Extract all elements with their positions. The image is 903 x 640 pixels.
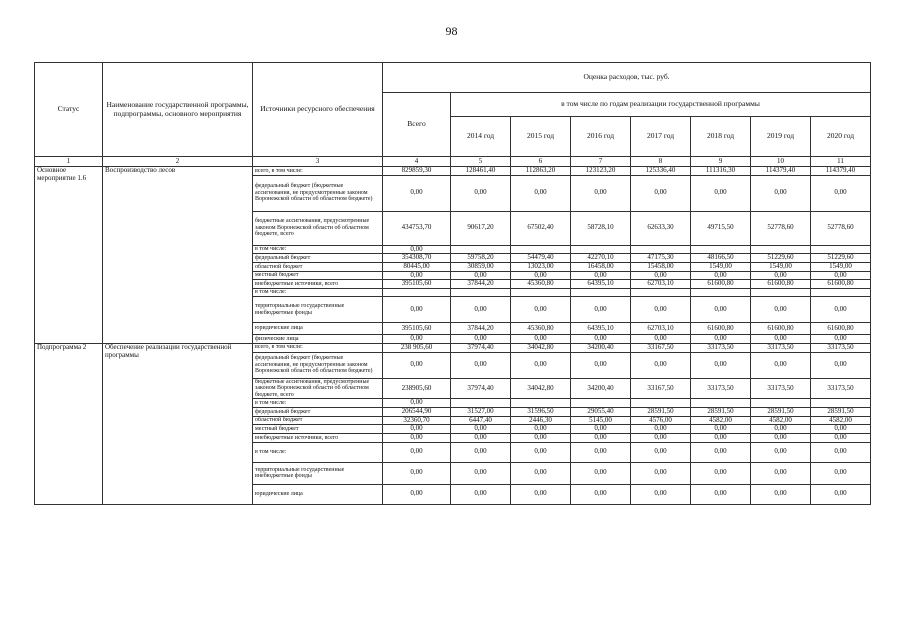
year-value-cell: 0,00 [451, 442, 511, 462]
year-value-cell [511, 289, 571, 297]
column-number: 7 [571, 157, 631, 167]
year-value-cell: 0,00 [571, 442, 631, 462]
year-value-cell: 0,00 [631, 484, 691, 504]
year-value-cell: 0,00 [571, 434, 631, 443]
source-label: в том числе: [253, 399, 383, 408]
year-value-cell: 114379,40 [751, 167, 811, 176]
year-value-cell: 0,00 [691, 442, 751, 462]
year-value-cell: 112863,20 [511, 167, 571, 176]
year-value-cell [691, 399, 751, 408]
year-value-cell [631, 289, 691, 297]
year-value-cell: 62633,30 [631, 211, 691, 245]
year-value-cell: 0,00 [751, 484, 811, 504]
year-value-cell: 0,00 [631, 425, 691, 434]
total-value-cell: 0,00 [383, 352, 451, 378]
year-value-cell: 0,00 [691, 425, 751, 434]
year-value-cell: 28591,50 [751, 407, 811, 416]
total-value-cell: 829859,30 [383, 167, 451, 176]
page-number: 98 [445, 24, 458, 38]
year-value-cell: 45360,80 [511, 323, 571, 335]
year-value-cell: 59758,20 [451, 254, 511, 263]
year-value-cell: 47175,30 [631, 254, 691, 263]
year-value-cell: 0,00 [571, 175, 631, 211]
year-value-cell: 123123,20 [571, 167, 631, 176]
header-year: 2018 год [691, 117, 751, 157]
year-value-cell: 4582,00 [811, 416, 871, 425]
source-label: юридические лица [253, 323, 383, 335]
year-value-cell: 0,00 [811, 335, 871, 344]
year-value-cell [751, 289, 811, 297]
year-value-cell: 0,00 [511, 175, 571, 211]
year-value-cell: 0,00 [751, 335, 811, 344]
total-value-cell: 0,00 [383, 175, 451, 211]
source-label: федеральный бюджет (бюджетные ассигнования, не предусмотренные законом Воронежской области об областном бюджете) [253, 352, 383, 378]
year-value-cell: 37974,40 [451, 343, 511, 352]
total-value-cell: 395105,60 [383, 323, 451, 335]
column-number: 11 [811, 157, 871, 167]
year-value-cell: 62703,10 [631, 280, 691, 289]
year-value-cell: 0,00 [451, 335, 511, 344]
year-value-cell: 0,00 [751, 425, 811, 434]
year-value-cell: 6447,40 [451, 416, 511, 425]
year-value-cell: 0,00 [511, 271, 571, 280]
year-value-cell: 0,00 [451, 271, 511, 280]
year-value-cell: 0,00 [811, 442, 871, 462]
year-value-cell [451, 399, 511, 408]
year-value-cell: 0,00 [691, 175, 751, 211]
column-number: 4 [383, 157, 451, 167]
year-value-cell: 51229,60 [751, 254, 811, 263]
year-value-cell: 0,00 [811, 462, 871, 484]
total-value-cell: 0,00 [383, 442, 451, 462]
source-label: в том числе: [253, 245, 383, 254]
year-value-cell: 28591,50 [811, 407, 871, 416]
year-value-cell: 0,00 [691, 271, 751, 280]
year-value-cell: 37844,20 [451, 323, 511, 335]
year-value-cell: 0,00 [511, 335, 571, 344]
section-name: Воспроизводство лесов [103, 167, 253, 344]
year-value-cell: 0,00 [751, 352, 811, 378]
year-value-cell: 62703,10 [631, 323, 691, 335]
total-value-cell: 0,00 [383, 484, 451, 504]
year-value-cell: 0,00 [811, 484, 871, 504]
column-number: 9 [691, 157, 751, 167]
year-value-cell: 0,00 [571, 484, 631, 504]
year-value-cell: 15458,00 [631, 263, 691, 272]
header-status: Статус [35, 63, 103, 157]
year-value-cell: 0,00 [571, 335, 631, 344]
year-value-cell: 48166,50 [691, 254, 751, 263]
year-value-cell: 0,00 [511, 434, 571, 443]
year-value-cell: 33173,50 [751, 343, 811, 352]
year-value-cell: 0,00 [451, 352, 511, 378]
year-value-cell: 33173,50 [811, 343, 871, 352]
section-status: Подпрограмма 2 [35, 343, 103, 504]
source-label: всего, в том числе: [253, 167, 383, 176]
total-value-cell: 80445,00 [383, 263, 451, 272]
source-label: физические лица [253, 335, 383, 344]
source-label: внебюджетные источники, всего [253, 434, 383, 443]
header-year: 2015 год [511, 117, 571, 157]
year-value-cell: 0,00 [451, 484, 511, 504]
source-label: территориальные государственные внебюджетные фонды [253, 462, 383, 484]
year-value-cell: 0,00 [631, 434, 691, 443]
year-value-cell: 34042,80 [511, 378, 571, 399]
table-row [35, 343, 871, 352]
year-value-cell [811, 245, 871, 254]
year-value-cell: 34200,40 [571, 343, 631, 352]
year-value-cell: 0,00 [451, 175, 511, 211]
year-value-cell: 0,00 [691, 297, 751, 323]
source-label: федеральный бюджет [253, 254, 383, 263]
year-value-cell: 1549,00 [751, 263, 811, 272]
year-value-cell: 0,00 [751, 462, 811, 484]
year-value-cell: 1549,00 [811, 263, 871, 272]
total-value-cell: 0,00 [383, 297, 451, 323]
total-value-cell: 0,00 [383, 271, 451, 280]
year-value-cell: 45360,80 [511, 280, 571, 289]
total-value-cell: 0,00 [383, 245, 451, 254]
table-row [35, 167, 871, 176]
year-value-cell: 0,00 [691, 484, 751, 504]
year-value-cell: 33167,50 [631, 343, 691, 352]
year-value-cell: 0,00 [571, 352, 631, 378]
year-value-cell: 33173,50 [691, 343, 751, 352]
source-label: внебюджетные источники, всего [253, 280, 383, 289]
year-value-cell: 67502,40 [511, 211, 571, 245]
year-value-cell: 58728,10 [571, 211, 631, 245]
total-value-cell: 0,00 [383, 335, 451, 344]
year-value-cell: 0,00 [511, 484, 571, 504]
source-label: федеральный бюджет [253, 407, 383, 416]
year-value-cell: 30859,00 [451, 263, 511, 272]
header-year: 2019 год [751, 117, 811, 157]
column-number: 6 [511, 157, 571, 167]
year-value-cell [571, 245, 631, 254]
year-value-cell: 90617,20 [451, 211, 511, 245]
year-value-cell: 54479,40 [511, 254, 571, 263]
total-value-cell: 434753,70 [383, 211, 451, 245]
year-value-cell: 0,00 [511, 462, 571, 484]
year-value-cell: 4582,00 [691, 416, 751, 425]
year-value-cell [691, 289, 751, 297]
header-year: 2014 год [451, 117, 511, 157]
header-by-years: в том числе по годам реализации государственной программы [451, 93, 871, 117]
year-value-cell: 0,00 [631, 335, 691, 344]
total-value-cell: 238 905,60 [383, 343, 451, 352]
year-value-cell: 49715,50 [691, 211, 751, 245]
total-value-cell: 0,00 [383, 462, 451, 484]
year-value-cell [571, 399, 631, 408]
year-value-cell [451, 245, 511, 254]
year-value-cell: 0,00 [571, 297, 631, 323]
year-value-cell: 33173,50 [751, 378, 811, 399]
total-value-cell: 395105,60 [383, 280, 451, 289]
source-label: территориальные государственные внебюджетные фонды [253, 297, 383, 323]
year-value-cell: 0,00 [451, 425, 511, 434]
year-value-cell: 4576,00 [631, 416, 691, 425]
year-value-cell: 0,00 [631, 352, 691, 378]
year-value-cell: 42270,10 [571, 254, 631, 263]
year-value-cell: 114379,40 [811, 167, 871, 176]
year-value-cell: 28591,50 [691, 407, 751, 416]
year-value-cell: 0,00 [511, 442, 571, 462]
header-name: Наименование государственной программы, подпрограммы, основного мероприятия [103, 63, 253, 157]
year-value-cell [571, 289, 631, 297]
column-number: 1 [35, 157, 103, 167]
year-value-cell: 0,00 [751, 434, 811, 443]
header-sources: Источники ресурсного обеспечения [253, 63, 383, 157]
column-number: 2 [103, 157, 253, 167]
total-value-cell: 0,00 [383, 425, 451, 434]
year-value-cell: 0,00 [811, 271, 871, 280]
year-value-cell: 0,00 [751, 175, 811, 211]
source-label: местный бюджет [253, 271, 383, 280]
year-value-cell: 0,00 [511, 297, 571, 323]
year-value-cell: 13023,00 [511, 263, 571, 272]
header-total: Всего [383, 93, 451, 157]
year-value-cell: 4582,00 [751, 416, 811, 425]
source-label: областной бюджет [253, 416, 383, 425]
year-value-cell: 64395,10 [571, 323, 631, 335]
year-value-cell: 0,00 [451, 297, 511, 323]
year-value-cell: 61600,80 [751, 280, 811, 289]
year-value-cell: 0,00 [751, 442, 811, 462]
source-label: в том числе: [253, 442, 383, 462]
year-value-cell: 31596,50 [511, 407, 571, 416]
year-value-cell: 0,00 [511, 352, 571, 378]
year-value-cell: 0,00 [571, 271, 631, 280]
year-value-cell: 0,00 [451, 462, 511, 484]
year-value-cell: 0,00 [631, 271, 691, 280]
year-value-cell: 0,00 [811, 434, 871, 443]
year-value-cell: 0,00 [691, 434, 751, 443]
column-number: 8 [631, 157, 691, 167]
year-value-cell: 2446,30 [511, 416, 571, 425]
year-value-cell: 0,00 [511, 425, 571, 434]
year-value-cell: 0,00 [811, 352, 871, 378]
year-value-cell: 31527,00 [451, 407, 511, 416]
header-year: 2020 год [811, 117, 871, 157]
year-value-cell [691, 245, 751, 254]
year-value-cell: 0,00 [571, 425, 631, 434]
header-estimate: Оценка расходов, тыс. руб. [383, 63, 871, 93]
total-value-cell: 32360,70 [383, 416, 451, 425]
year-value-cell: 0,00 [451, 434, 511, 443]
total-value-cell: 0,00 [383, 434, 451, 443]
year-value-cell: 0,00 [631, 297, 691, 323]
year-value-cell: 33173,50 [811, 378, 871, 399]
year-value-cell: 28591,50 [631, 407, 691, 416]
year-value-cell: 111316,30 [691, 167, 751, 176]
total-value-cell: 238905,60 [383, 378, 451, 399]
year-value-cell [631, 245, 691, 254]
year-value-cell: 0,00 [751, 297, 811, 323]
budget-table [34, 62, 871, 505]
year-value-cell: 0,00 [811, 297, 871, 323]
year-value-cell: 61600,80 [811, 323, 871, 335]
source-label: бюджетные ассигнования, предусмотренные законом Воронежской области об областном бюджете, всего [253, 211, 383, 245]
year-value-cell [811, 289, 871, 297]
year-value-cell: 128461,40 [451, 167, 511, 176]
source-label: бюджетные ассигнования, предусмотренные законом Воронежской области об областном бюджете, всего [253, 378, 383, 399]
total-value-cell: 206544,90 [383, 407, 451, 416]
source-label: областной бюджет [253, 263, 383, 272]
year-value-cell: 0,00 [631, 462, 691, 484]
column-number: 3 [253, 157, 383, 167]
year-value-cell: 64395,10 [571, 280, 631, 289]
year-value-cell: 0,00 [811, 175, 871, 211]
year-value-cell [751, 399, 811, 408]
column-number: 5 [451, 157, 511, 167]
year-value-cell [751, 245, 811, 254]
year-value-cell: 52778,60 [811, 211, 871, 245]
year-value-cell: 0,00 [571, 462, 631, 484]
year-value-cell [511, 245, 571, 254]
year-value-cell: 52778,60 [751, 211, 811, 245]
total-value-cell [383, 289, 451, 297]
source-label: местный бюджет [253, 425, 383, 434]
source-label: в том числе: [253, 289, 383, 297]
total-value-cell: 354308,70 [383, 254, 451, 263]
header-year: 2017 год [631, 117, 691, 157]
year-value-cell: 0,00 [691, 352, 751, 378]
year-value-cell: 37844,20 [451, 280, 511, 289]
year-value-cell: 0,00 [751, 271, 811, 280]
year-value-cell: 16458,00 [571, 263, 631, 272]
year-value-cell: 37974,40 [451, 378, 511, 399]
year-value-cell: 33173,50 [691, 378, 751, 399]
year-value-cell: 0,00 [691, 335, 751, 344]
total-value-cell: 0,00 [383, 399, 451, 408]
year-value-cell: 125336,40 [631, 167, 691, 176]
year-value-cell: 61600,80 [691, 323, 751, 335]
source-label: юридические лица [253, 484, 383, 504]
source-label: всего, в том числе: [253, 343, 383, 352]
year-value-cell: 34200,40 [571, 378, 631, 399]
year-value-cell [511, 399, 571, 408]
year-value-cell: 29055,40 [571, 407, 631, 416]
year-value-cell: 61600,80 [691, 280, 751, 289]
column-number: 10 [751, 157, 811, 167]
year-value-cell [451, 289, 511, 297]
section-name: Обеспечение реализации государственной программы [103, 343, 253, 504]
year-value-cell [631, 399, 691, 408]
year-value-cell: 51229,60 [811, 254, 871, 263]
section-status: Основное мероприятие 1.6 [35, 167, 103, 344]
year-value-cell: 5145,00 [571, 416, 631, 425]
year-value-cell: 0,00 [691, 462, 751, 484]
year-value-cell: 0,00 [631, 442, 691, 462]
year-value-cell: 61600,80 [751, 323, 811, 335]
year-value-cell: 61600,80 [811, 280, 871, 289]
source-label: федеральный бюджет (бюджетные ассигнования, не предусмотренные законом Воронежской области об областном бюджете) [253, 175, 383, 211]
year-value-cell: 0,00 [631, 175, 691, 211]
year-value-cell [811, 399, 871, 408]
year-value-cell: 0,00 [811, 425, 871, 434]
year-value-cell: 33167,50 [631, 378, 691, 399]
year-value-cell: 34042,80 [511, 343, 571, 352]
header-year: 2016 год [571, 117, 631, 157]
year-value-cell: 1549,00 [691, 263, 751, 272]
